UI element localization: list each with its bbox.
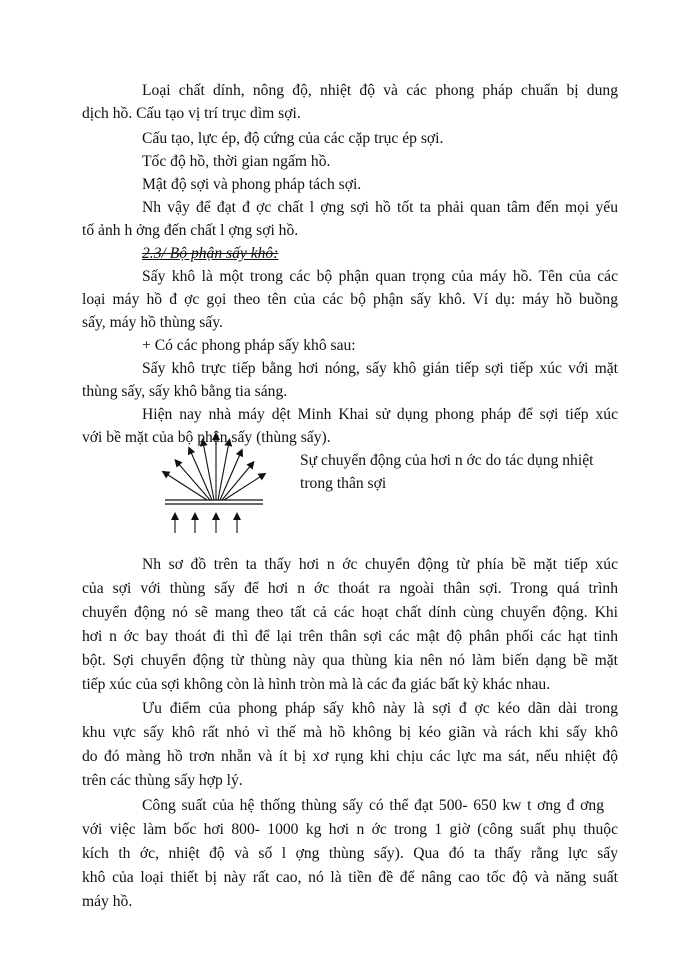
arrow [165,473,207,500]
text-line: khô của loại thiết bị này rất cao, nó là tiền đề để nâng cao tốc độ và năng suất [82,869,618,886]
text-line: Ưu điểm của phong pháp sấy khô này là sợi đ ợc kéo dãn dài trong [142,700,618,717]
text-line: bột. Sợi chuyển động từ thùng này qua thùng kia nên nó làm biến dạng bề mặt [82,652,618,669]
diagram-caption: trong thân sợi [300,475,387,492]
text-line: kích th ớc, nhiệt độ và số l ợng thùng sấy). Qua đó ta thấy rằng lực sấy [82,845,618,862]
text-line: của sợi với thùng sấy để hơi n ớc thoát ra ngoài thân sợi. Trong quá trình [82,580,618,597]
text-line: tố ảnh h ởng đến chất l ợng sợi hồ. [82,222,299,239]
text-line: Cấu tạo, lực ép, độ cứng của các cặp trục ép sợi. [142,130,444,147]
text-line: máy hồ. [82,893,133,910]
arrow [177,462,210,500]
text-line: khu vực sấy khô rất nhỏ vì thế mà hồ không bị kéo giãn và rách khi sấy khô [82,724,618,741]
steam-movement-diagram [155,428,275,540]
text-line: Sấy khô trực tiếp bằng hơi nóng, sấy khô gián tiếp sợi tiếp xúc với mặt [142,360,618,377]
text-line: Sấy khô là một trong các bộ phận quan trọng của máy hồ. Tên của các [142,268,618,285]
text-line: Tốc độ hồ, thời gian ngấm hồ. [142,153,331,170]
arrow [220,452,241,500]
text-line: Loại chất dính, nông độ, nhiệt độ và các phong pháp chuẩn bị dung [142,82,618,99]
text-line: Mật độ sợi và phong pháp tách sợi. [142,176,362,193]
text-line: dịch hồ. Cấu tạo vị trí trục dìm sợi. [82,105,301,122]
diagram-caption: Sự chuyển động của hơi n ớc do tác dụng nhiệt [300,452,594,469]
text-line: chuyển động nó sẽ mang theo tất cả các hoạt chất dính cùng chuyển động. Khi [82,604,618,621]
heat-arrows [175,516,237,533]
text-line: Nh vậy để đạt đ ợc chất l ợng sợi hồ tốt ta phải quan tâm đến mọi yếu [142,199,618,216]
section-heading: 2.3/ Bộ phận sấy khô: [142,245,279,262]
text-line: loại máy hồ đ ợc gọi theo tên của các bộ phận sấy khô. Ví dụ: máy hồ buồng [82,291,618,308]
text-line: Nh sơ đồ trên ta thấy hơi n ớc chuyển động từ phía bề mặt tiếp xúc [142,556,618,573]
text-line: + Có các phong pháp sấy khô sau: [142,337,356,354]
text-line: tiếp xúc của sợi không còn là hình tròn mà là các đa giác bất kỳ khác nhau. [82,676,551,693]
arrow [222,464,252,500]
text-line: Hiện nay nhà máy dệt Minh Khai sử dụng phong pháp để sợi tiếp xúc [142,406,618,423]
text-line: với bề mặt của bộ phận sấy (thùng sấy). [82,429,331,446]
text-line: Công suất của hệ thống thùng sấy có thể đạt 500- 650 kw t ơng đ ơng [142,797,604,814]
text-line: do đó màng hồ trơn nhẵn và ít bị xơ rụng khi chịu các lực ma sát, nếu nhiệt độ [82,748,618,765]
text-line: trên các thùng sấy hợp lý. [82,772,243,789]
fan-arrows [165,436,263,500]
text-line: sấy, máy hồ thùng sấy. [82,314,223,331]
text-line: thùng sấy, sấy khô bằng tia sáng. [82,383,288,400]
text-line: với việc làm bốc hơi 800- 1000 kg hơi n ớc trong 1 giờ (công suất phụ thuộc [82,821,618,838]
text-line: hơi n ớc bay thoát đi thì để lại trên thân sợi các mật độ phân phối các hạt tinh [82,628,618,645]
